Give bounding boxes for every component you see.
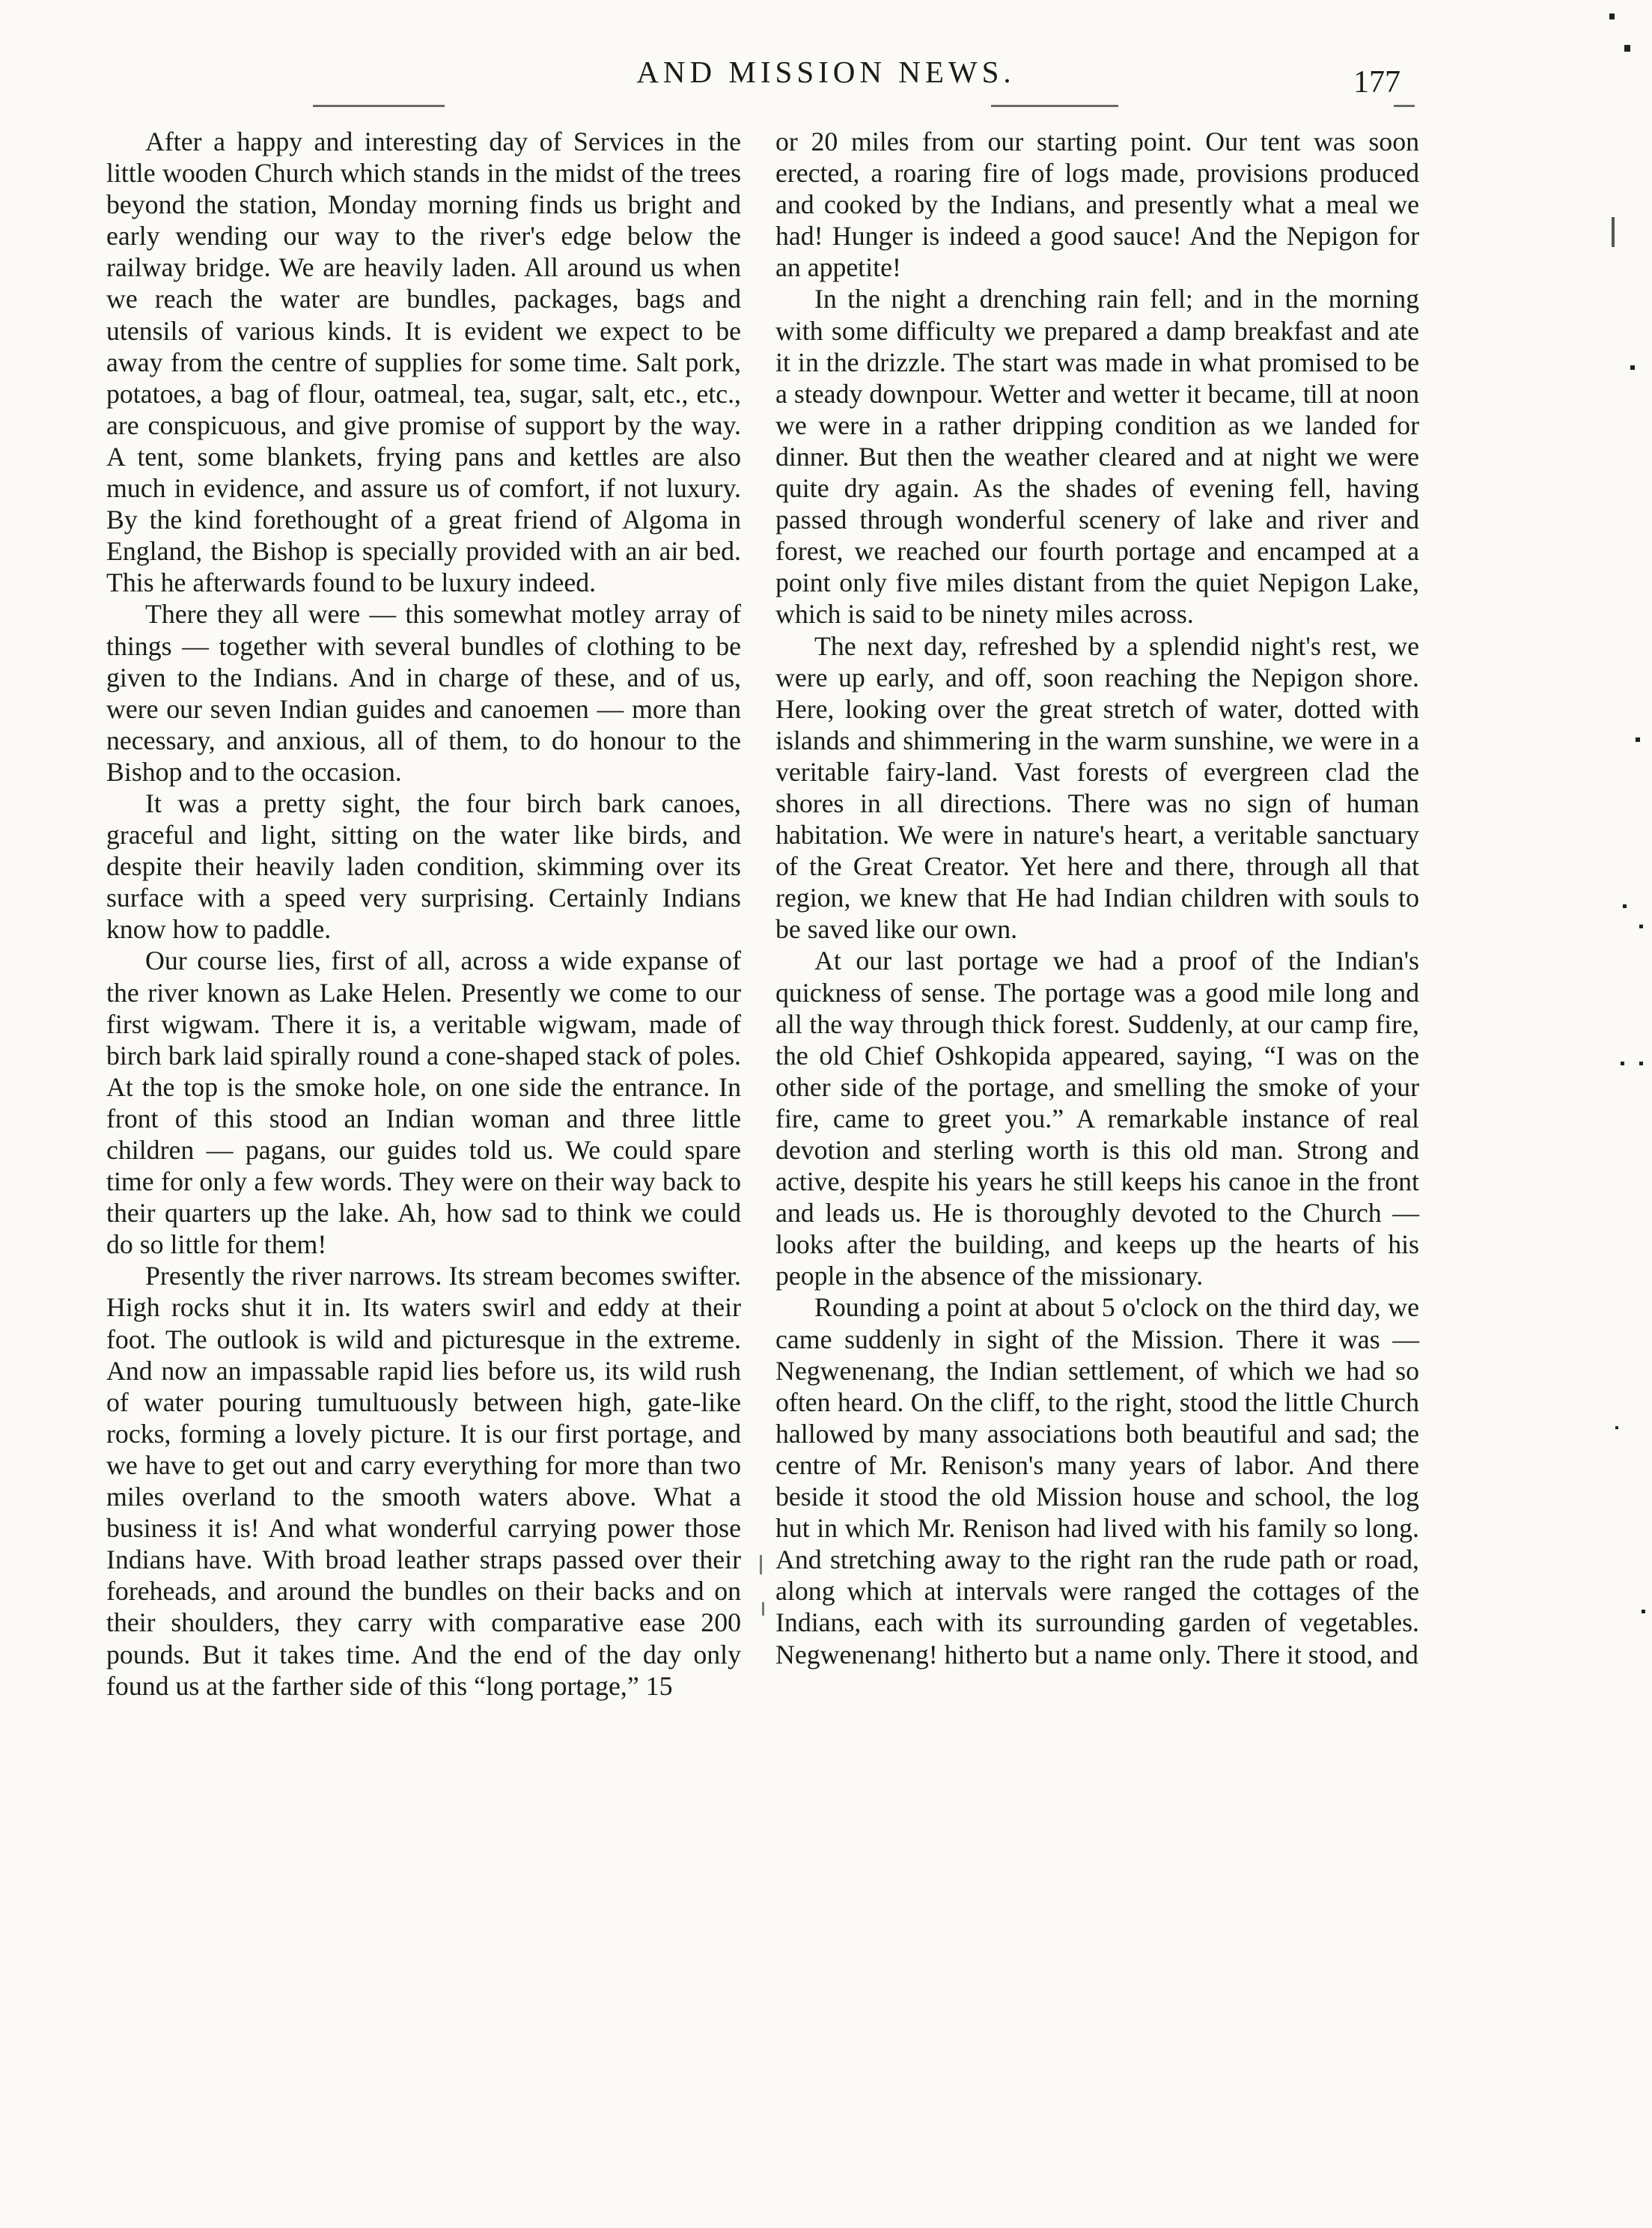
scan-speck: [760, 1555, 762, 1574]
scan-speck: [1639, 1062, 1643, 1065]
scan-speck: [1636, 737, 1640, 742]
scan-speck: [1630, 365, 1635, 370]
scan-speck: [1642, 1610, 1645, 1613]
paragraph: It was a pretty sight, the four birch bark canoes, graceful and light, sitting on the water like birds, and despite their heavily laden condition, skimming over its surface with a speed very surprising. Certainly Indians know how to paddle.: [106, 788, 741, 945]
running-title: AND MISSION NEWS.: [636, 55, 1016, 89]
scan-speck: [1621, 1062, 1624, 1065]
paragraph: Presently the river narrows. Its stream becomes swifter. High rocks shut it in. Its waters swirl and eddy at their foot. The outlook is wild and picturesque in the extreme. And now an impassable rapid lies before us, its wild rush of water pouring tumultuously between high, gate-like rocks, forming a lovely picture. It is our first portage, and we have to get out and carry everything for more than two miles overland to the smooth waters above. What a business it is! And what wonderful carrying power those Indians have. With broad leather straps passed over their foreheads, and around the bundles on their backs and on their shoulders, they carry with comparative ease 200 pounds. But it takes time. And the end of the day only found us at the farther side of this “long portage,” 15: [106, 1261, 741, 1701]
left-column: [106, 126, 741, 1702]
scan-speck: [1615, 1426, 1618, 1429]
scan-speck: [1623, 904, 1627, 908]
header-rule-right: [991, 105, 1118, 107]
paragraph: Rounding a point at about 5 o'clock on the third day, we came suddenly in sight of the Mission. There it was — Negwenenang, the Indian settlement, of which we had so often heard. On the cliff, to the right, stood the little Church hallowed by many associations both beautiful and sad; the centre of Mr. Renison's many years of labor. And there beside it stood the old Mission house and school, the log hut in which Mr. Renison had lived with his family so long. And stretching away to the right ran the rude path or road, along which at intervals were ranged the cottages of the Indians, each with its surrounding garden of vegetables. Negwenenang! hitherto but a name only. There it stood, and: [775, 1292, 1419, 1670]
paragraph: There they all were — this somewhat motley array of things — together with several bundles of clothing to be given to the Indians. And in charge of these, and of us, were our seven Indian guides and canoemen — more than necessary, and anxious, all of them, to do honour to the Bishop and to the occasion.: [106, 599, 741, 787]
paragraph: The next day, refreshed by a splendid night's rest, we were up early, and off, soon reaching the Nepigon shore. Here, looking over the great stretch of water, dotted with islands and shimmering in the warm sunshine, we were in a veritable fairy-land. Vast forests of evergreen clad the shores in all directions. There was no sign of human habitation. We were in nature's heart, a veritable sanctuary of the Great Creator. Yet here and there, through all that region, we knew that He had Indian children with souls to be saved like our own.: [775, 630, 1419, 945]
paragraph: Our course lies, first of all, across a wide expanse of the river known as Lake Helen. Presently we come to our first wigwam. There it is, a veritable wigwam, made of birch bark laid spirally round a cone-shaped stack of poles. At the top is the smoke hole, on one side the entrance. In front of this stood an Indian woman and three little children — pagans, our guides told us. We could spare time for only a few words. They were on their way back to their quarters up the lake. Ah, how sad to think we could do so little for them!: [106, 946, 741, 1260]
paragraph: At our last portage we had a proof of the Indian's quickness of sense. The portage was a good mile long and all the way through thick forest. Suddenly, at our camp fire, the old Chief Oshkopida appeared, saying, “I was on the other side of the portage, and smelling the smoke of your fire, came to greet you.” A remarkable instance of real devotion and sterling worth is this old man. Strong and active, despite his years he still keeps his canoe in the front and leads us. He is thoroughly devoted to the Church — looks after the building, and keeps up the hearts of his people in the absence of the missionary.: [775, 946, 1419, 1291]
right-column: [775, 126, 1419, 1670]
header-rule-page: [1394, 105, 1415, 107]
header-rule-left: [313, 105, 445, 107]
scan-speck: [1639, 925, 1643, 928]
scan-speck: [1612, 217, 1615, 247]
scan-speck: [1609, 13, 1615, 19]
scan-speck: [1624, 45, 1630, 52]
page-number: 177: [1353, 65, 1400, 100]
paragraph: After a happy and interesting day of Services in the little wooden Church which stands in the midst of the trees beyond the station, Monday morning finds us bright and early wending our way to the river's edge below the railway bridge. We are heavily laden. All around us when we reach the water are bundles, packages, bags and utensils of various kinds. It is evident we expect to be away from the centre of supplies for some time. Salt pork, potatoes, a bag of flour, oatmeal, tea, sugar, salt, etc., etc., are conspicuous, and give promise of support by the way. A tent, some blankets, frying pans and kettles are also much in evidence, and assure us of comfort, if not luxury. By the kind forethought of a great friend of Algoma in England, the Bishop is specially provided with an air bed. This he afterwards found to be luxury indeed.: [106, 127, 741, 598]
scan-speck: [762, 1602, 764, 1616]
paragraph: or 20 miles from our starting point. Our tent was soon erected, a roaring fire of logs made, provisions produced and cooked by the Indians, and presently what a meal we had! Hunger is indeed a good sauce! And the Nepigon for an appetite!: [775, 127, 1419, 283]
paragraph: In the night a drenching rain fell; and in the morning with some difficulty we prepared a damp breakfast and ate it in the drizzle. The start was made in what promised to be a steady downpour. Wetter and wetter it became, till at noon we were in a rather dripping condition as we landed for dinner. But then the weather cleared and at night we were quite dry again. As the shades of evening fell, having passed through wonderful scenery of lake and river and forest, we reached our fourth portage and encamped at a point only five miles distant from the quiet Nepigon Lake, which is said to be ninety miles across.: [775, 284, 1419, 630]
